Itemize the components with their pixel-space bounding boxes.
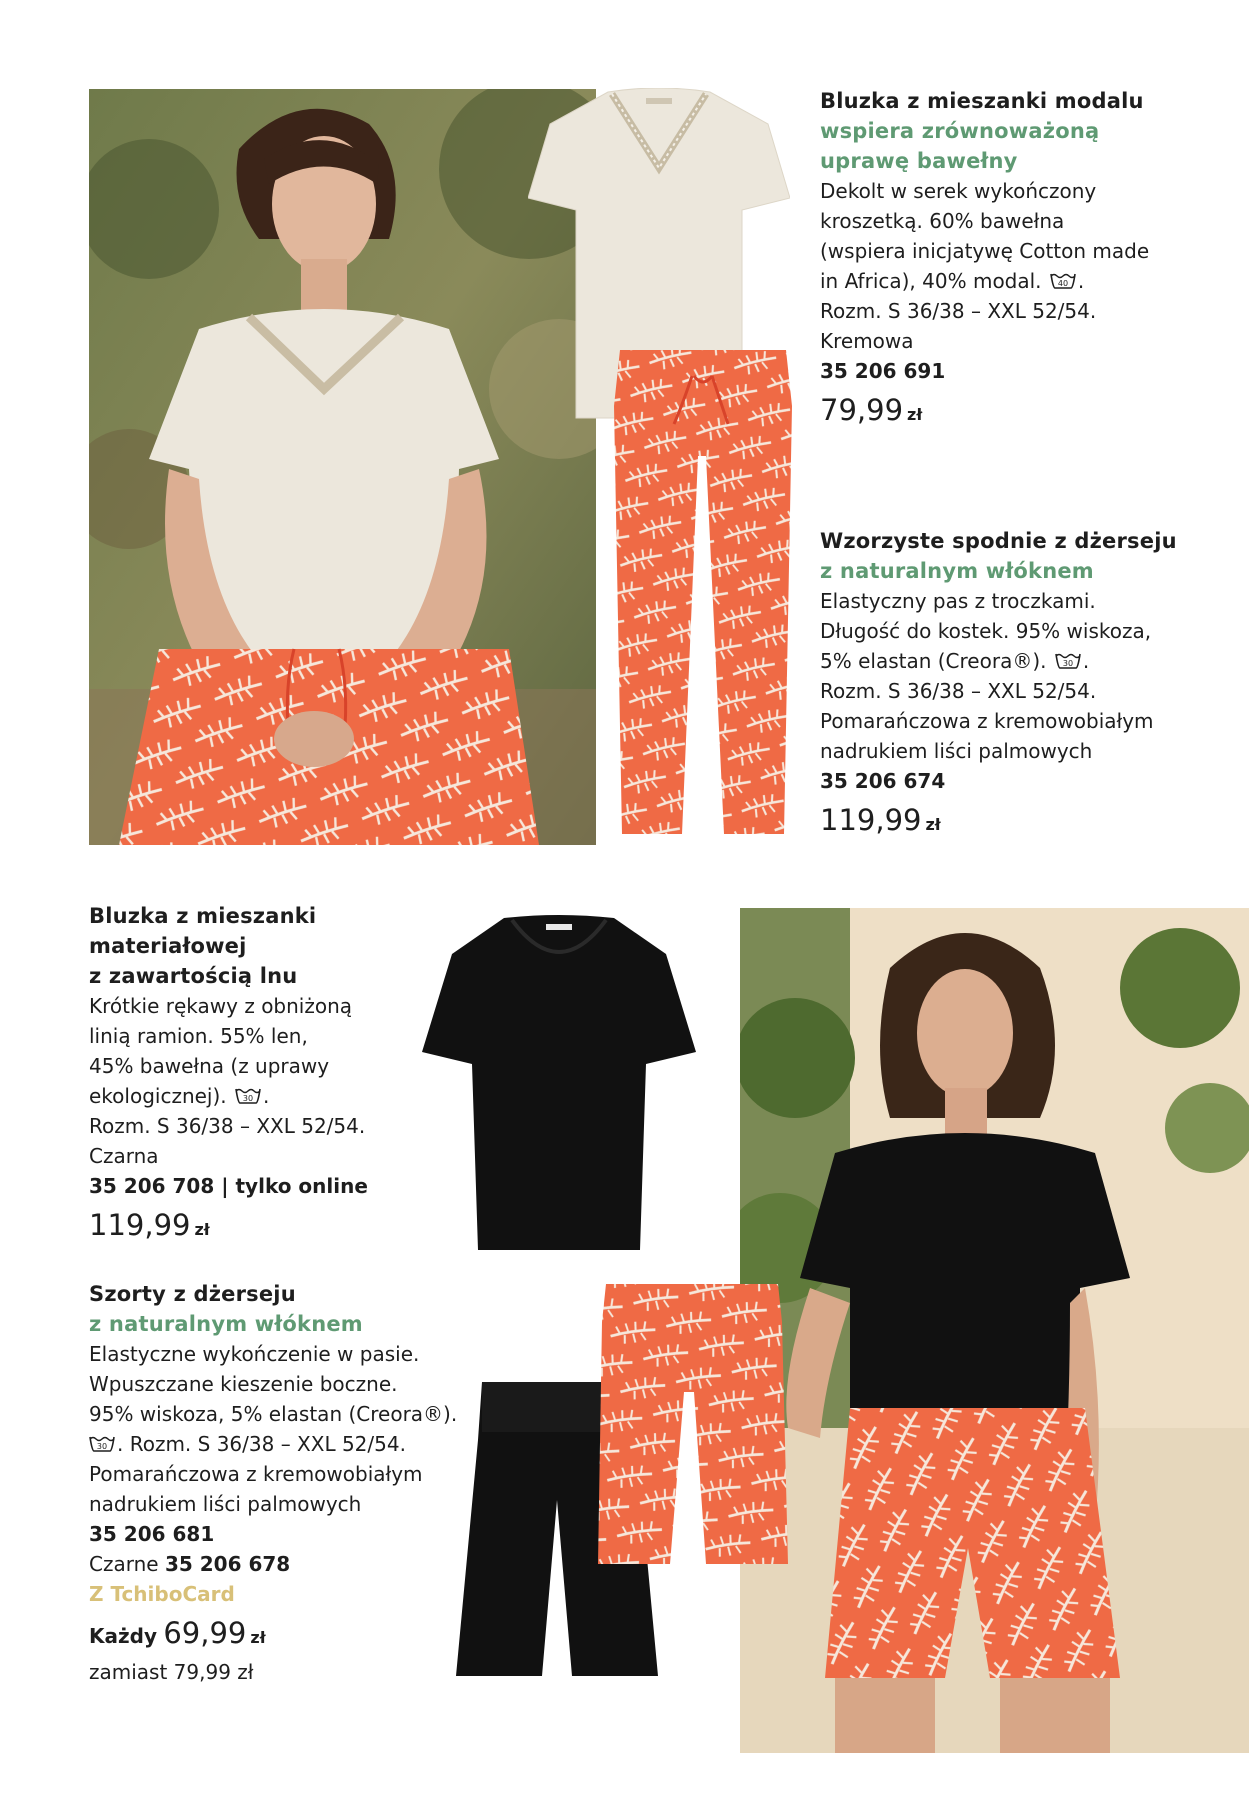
svg-text:30: 30 <box>96 1442 108 1451</box>
product-desc: 95% wiskoza, 5% elastan (Creora®). <box>89 1402 458 1426</box>
wash-30-icon <box>89 1435 115 1453</box>
product-desc: Elastyczny pas z troczkami. <box>820 589 1096 613</box>
palm-pants-product-image <box>612 346 794 836</box>
product-accent: wspiera zrównoważoną <box>820 119 1100 143</box>
product-number: 35 206 674 <box>820 769 946 793</box>
product-desc: Elastyczne wykończenie w pasie. <box>89 1342 420 1366</box>
product-desc: kroszetką. 60% bawełna <box>820 209 1065 233</box>
old-price: zamiast 79,99 zł <box>89 1660 254 1684</box>
product-desc: Dekolt w serek wykończony <box>820 179 1097 203</box>
tchibocard-label: Z TchiboCard <box>89 1582 235 1606</box>
product-price: 119,99 zł <box>89 1208 210 1242</box>
product-number: 35 206 681 <box>89 1522 215 1546</box>
product-desc: 5% elastan (Creora®). <box>820 649 1047 673</box>
product-accent: z naturalnym włóknem <box>820 559 1094 583</box>
product-title: Wzorzyste spodnie z dżerseju <box>820 529 1177 553</box>
alt-color-label: Czarne <box>89 1552 159 1576</box>
product-title: Bluzka z mieszanki modalu <box>820 89 1144 113</box>
product-size: Rozm. S 36/38 – XXL 52/54. <box>89 1114 366 1138</box>
product-size: . Rozm. S 36/38 – XXL 52/54. <box>117 1432 406 1456</box>
product-color: Kremowa <box>820 329 914 353</box>
product-price: Każdy 69,99 zł <box>89 1616 266 1650</box>
product-info-palm-pants: Wzorzyste spodnie z dżerseju z naturalnym włóknem Elastyczny pas z troczkami. Długość do kostek. 95% wiskoza, 5% elastan (Creora®). 30 . Rozm. S 36/38 – XXL 52/54. Pomarańczowa z kremowobiałym nadrukiem liści palmowych 35 206 674 119,99 zł <box>820 526 1230 847</box>
product-desc: linią ramion. 55% len, <box>89 1024 308 1048</box>
model-photo-black-tee <box>740 908 1249 1753</box>
product-title: materiałowej <box>89 934 247 958</box>
wash-30-icon <box>235 1087 261 1105</box>
product-desc: Krótkie rękawy z obniżoną <box>89 994 353 1018</box>
svg-text:40: 40 <box>1057 279 1068 288</box>
product-desc: ekologicznej). <box>89 1084 227 1108</box>
product-size: Rozm. S 36/38 – XXL 52/54. <box>820 299 1097 323</box>
black-tee-product-image <box>422 914 696 1252</box>
wash-30-icon <box>1055 652 1081 670</box>
product-color: nadrukiem liści palmowych <box>820 739 1093 763</box>
product-title: Bluzka z mieszanki <box>89 904 317 928</box>
product-info-linen-top: Bluzka z mieszanki materiałowej z zawartością lnu Krótkie rękawy z obniżoną linią ramion. 55% len, 45% bawełna (z uprawy ekologicznej). 30 . Rozm. S 36/38 – XXL 52/54. Czarna 35 206 708 | tylko online 119,99 zł <box>89 901 429 1252</box>
product-info-jersey-shorts <box>89 1279 469 1684</box>
product-desc: (wspiera inicjatywę Cotton made <box>820 239 1150 263</box>
model-photo-cream-top <box>89 89 596 845</box>
product-number: 35 206 708 | tylko online <box>89 1174 368 1198</box>
product-color: Pomarańczowa z kremowobiałym <box>820 709 1154 733</box>
product-price: 79,99 zł <box>820 393 923 427</box>
product-desc: 45% bawełna (z uprawy <box>89 1054 330 1078</box>
product-title: z zawartością lnu <box>89 964 298 988</box>
product-size: Rozm. S 36/38 – XXL 52/54. <box>820 679 1097 703</box>
product-color: nadrukiem liści palmowych <box>89 1492 362 1516</box>
svg-text:30: 30 <box>242 1094 254 1103</box>
product-desc: Wpuszczane kieszenie boczne. <box>89 1372 398 1396</box>
product-number: 35 206 691 <box>820 359 946 383</box>
product-desc: in Africa), 40% modal. <box>820 269 1042 293</box>
svg-text:30: 30 <box>1062 659 1073 668</box>
wash-40-icon <box>1050 272 1076 290</box>
each-label: Każdy <box>89 1624 157 1648</box>
product-color: Pomarańczowa z kremowobiałym <box>89 1462 423 1486</box>
product-accent: z naturalnym włóknem <box>89 1312 363 1336</box>
palm-shorts-product-image <box>596 1282 790 1567</box>
product-title: Szorty z dżerseju <box>89 1282 296 1306</box>
product-desc: Długość do kostek. 95% wiskoza, <box>820 619 1152 643</box>
product-price: 119,99 zł <box>820 803 941 837</box>
product-info-modal-top: Bluzka z mieszanki modalu wspiera zrównoważoną uprawę bawełny Dekolt w serek wykończony kroszetką. 60% bawełna (wspiera inicjatywę Cotton made in Africa), 40% modal. 40 . Rozm. S 36/38 – XXL 52/54. Kremowa 35 206 691 79,99 zł <box>820 86 1220 437</box>
product-accent: uprawę bawełny <box>820 149 1018 173</box>
product-color: Czarna <box>89 1144 159 1168</box>
alt-product-number: 35 206 678 <box>164 1552 291 1576</box>
